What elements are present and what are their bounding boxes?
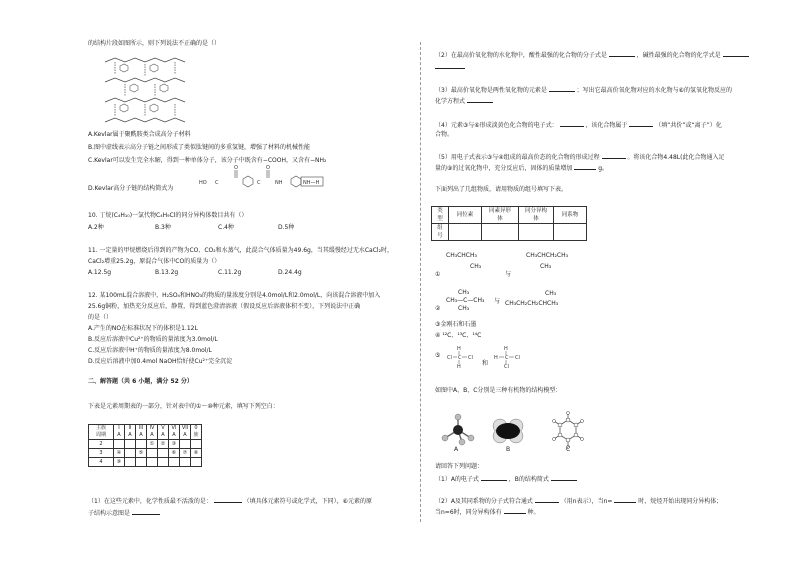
q13-part1-text-c: 子结构示意图是 bbox=[88, 510, 131, 517]
q13-part4-text-a: （4）元素③与⑥形成淡黄色化合物的电子式： bbox=[435, 122, 558, 129]
item-3: ③金刚石和石墨 bbox=[435, 321, 477, 328]
q9-option-b: B.图中虚线表示高分子链之间形成了类似肽键间的多重氢键，增强了材料的机械性能 bbox=[88, 144, 311, 151]
item-2-struct-a-bot: CH₃ bbox=[458, 305, 470, 312]
model-c-benzene-model bbox=[548, 410, 588, 450]
kevlar-repeat-unit-diagram bbox=[195, 165, 325, 189]
item-1-struct-a-branch: CH₃ bbox=[470, 263, 482, 270]
q15-part2-text-c: 时，烷烃开始出现同分异构体； bbox=[638, 498, 723, 505]
table-header-cell: VI A bbox=[169, 425, 180, 440]
table-header-cell: 同位素 bbox=[449, 207, 482, 224]
q10-option-b: B.3种 bbox=[155, 224, 171, 231]
svg-text:O: O bbox=[234, 165, 238, 171]
answer-blank[interactable] bbox=[574, 163, 596, 170]
svg-text:H: H bbox=[504, 346, 508, 352]
q13-part2-text-b: ，碱性最强的化合物的化学式是 bbox=[636, 52, 721, 59]
svg-text:C: C bbox=[458, 355, 462, 361]
q13-part3-text-a: （3）最高价氧化物是两性氧化物的元素是 bbox=[435, 87, 547, 94]
q13-part1-text-a: （1）在这些元素中，化学性质最不活泼的是： bbox=[88, 498, 212, 505]
answer-blank[interactable] bbox=[549, 85, 575, 92]
table-header-cell: IV A bbox=[147, 425, 158, 440]
answer-blank[interactable] bbox=[467, 96, 493, 103]
table-cell: ⑤ bbox=[136, 449, 147, 458]
table-cell: ⑥ bbox=[169, 449, 180, 458]
table-cell: ⑦ bbox=[180, 449, 191, 458]
item-1-struct-a: CH₃CHCH₃ bbox=[446, 252, 477, 259]
q14-intro: 下面列出了几组物质，请用物质的组号填写下表。 bbox=[435, 186, 568, 193]
svg-text:Cl: Cl bbox=[447, 355, 452, 361]
q11-option-a: A.12.5g bbox=[88, 269, 112, 276]
table-cell: ② bbox=[158, 440, 169, 449]
q13-part5-line2 bbox=[435, 163, 608, 173]
table-row bbox=[89, 449, 202, 458]
item-1-struct-b: CH₃CHCH₂CH₃ bbox=[526, 252, 569, 259]
item-2-struct-a-mid: CH₃—C—CH₃ bbox=[446, 297, 485, 304]
dichloromethane-structure-b bbox=[494, 345, 522, 369]
q15-ask: 请回答下列问题： bbox=[435, 463, 484, 470]
kevlar-structure-diagram bbox=[100, 52, 200, 128]
answer-blank[interactable] bbox=[723, 50, 749, 57]
table-cell: 4 bbox=[89, 458, 114, 467]
q13-part3-text-c: 化学方程式 bbox=[435, 98, 466, 105]
and-label: 和 bbox=[482, 360, 489, 367]
q13-part1-line1 bbox=[88, 496, 372, 506]
q11-option-d: D.24.4g bbox=[278, 269, 302, 276]
table-header-cell: 同分异构 体 bbox=[519, 207, 554, 224]
q13-part5-text-d: g。 bbox=[598, 165, 609, 172]
q13-part5-line1 bbox=[435, 152, 724, 162]
item-2-struct-a-top: CH₃ bbox=[458, 289, 470, 296]
table-cell bbox=[158, 449, 169, 458]
table-header-cell: 同系物 bbox=[554, 207, 587, 224]
q13-part1-text-b: （填具体元素符号或化学式，下同），⑥元素的原 bbox=[243, 498, 373, 505]
q9-option-a: A.Kevlar属于聚酰胺类合成高分子材料 bbox=[88, 131, 191, 138]
svg-text:H: H bbox=[457, 346, 461, 352]
q15-part2-line2 bbox=[435, 507, 540, 517]
q9-intro: 的结构片段如图所示，则下列说法不正确的是（） bbox=[88, 40, 221, 47]
q13-part3-line2 bbox=[435, 96, 493, 106]
table-cell bbox=[136, 440, 147, 449]
table-cell bbox=[191, 440, 202, 449]
answer-blank[interactable] bbox=[504, 507, 526, 514]
q15-part1-text-a: （1）A的电子式 bbox=[435, 476, 479, 483]
q15-intro: 如图中A、B、C分别是三种有机物的结构模型： bbox=[435, 387, 562, 394]
q12-option-a: A.产生的NO在标准状况下的体积是1.12L bbox=[88, 325, 198, 332]
table-cell: 3 bbox=[89, 449, 114, 458]
q12-stem-3: 的是（） bbox=[88, 314, 113, 321]
model-b-label: B bbox=[506, 446, 511, 453]
q15-part2-text-d: 当n=6时，同分异构体有 bbox=[435, 509, 502, 516]
q11-stem-1: 11. 一定量的甲烷燃烧后得到的产物为CO、CO₂和水蒸气，此混合气体质量为49.6g，当其缓慢经过无水CaCl₂时， bbox=[88, 247, 393, 254]
q11-option-c: C.11.2g bbox=[218, 269, 242, 276]
svg-text:Cl: Cl bbox=[504, 364, 509, 370]
table-cell: ④ bbox=[114, 449, 125, 458]
q10-stem: 10. 丁烷(C₄H₁₀)一氯代物C₄H₉Cl的同分异构体数目共有（） bbox=[88, 212, 248, 219]
svg-text:Cl: Cl bbox=[468, 355, 473, 361]
q9-option-c: C.Kevlar可以发生完全水解，得到一种单体分子，该分子中既含有−COOH，又含有−NH₂ bbox=[88, 157, 327, 164]
answer-blank[interactable] bbox=[535, 496, 559, 503]
table-row bbox=[432, 224, 587, 241]
answer-blank[interactable] bbox=[132, 508, 160, 515]
table-cell: ① bbox=[147, 440, 158, 449]
q15-part2-text-a: （2）A及其同系物的分子式符合通式 bbox=[435, 498, 533, 505]
item-1-struct-b-branch: CH₃ bbox=[540, 263, 552, 270]
item-2-struct-b-top: CH₃ bbox=[545, 290, 557, 297]
table-cell bbox=[191, 458, 202, 467]
svg-text:Cl: Cl bbox=[515, 355, 520, 361]
item-4-number: ④ bbox=[435, 332, 441, 339]
q15-part2-text-e: 种。 bbox=[527, 509, 540, 516]
q13-intro: 下表是元素周期表的一部分，针对表中的①～⑩种元素，填写下列空白： bbox=[88, 403, 279, 410]
answer-cell[interactable] bbox=[449, 224, 482, 241]
svg-text:NH: NH bbox=[275, 180, 283, 186]
item-4-isotopes: ¹²C、¹³C、¹⁴C bbox=[442, 332, 482, 339]
q12-option-d: D.反应后溶液中加0.4mol NaOH恰好使Cu²⁺完全沉淀 bbox=[88, 358, 233, 365]
q15-part1 bbox=[435, 474, 577, 484]
item-1-number: ① bbox=[435, 271, 441, 278]
table-cell: ③ bbox=[169, 440, 180, 449]
table-cell bbox=[147, 458, 158, 467]
q10-option-c: C.4种 bbox=[218, 224, 234, 231]
and-label: 与 bbox=[505, 271, 512, 278]
svg-text:NH—H: NH—H bbox=[303, 180, 320, 186]
table-cell: ⑧ bbox=[191, 449, 202, 458]
q13-part5-text-a: （5）用电子式表示③与④组成的最高价态的化合物的形成过程 bbox=[435, 154, 600, 161]
table-header-cell: 主族 周期 bbox=[89, 425, 114, 440]
svg-text:O: O bbox=[266, 165, 270, 171]
answer-blank[interactable] bbox=[602, 152, 626, 159]
model-a-label: A bbox=[454, 446, 459, 453]
table-cell bbox=[136, 458, 147, 467]
table-cell bbox=[114, 440, 125, 449]
table-cell bbox=[125, 458, 136, 467]
answer-blank[interactable] bbox=[614, 496, 636, 503]
row-label: 组 号 bbox=[432, 224, 449, 241]
q11-option-b: B.13.2g bbox=[155, 269, 179, 276]
table-cell: ⑨ bbox=[114, 458, 125, 467]
q15-part2-line1 bbox=[435, 496, 722, 506]
periodic-table-header bbox=[89, 425, 202, 440]
q9-option-d: D.Kevlar高分子链的结构简式为 bbox=[88, 185, 174, 192]
q15-part1-text-b: ，B的结构简式 bbox=[508, 476, 549, 483]
svg-text:HO: HO bbox=[199, 180, 207, 186]
q12-option-c: C.反应后溶液中H⁺的物质的量浓度为8.0mol/L bbox=[88, 347, 212, 354]
q10-option-d: D.5种 bbox=[278, 224, 295, 231]
model-c-label: C bbox=[566, 446, 571, 453]
table-header-cell: VII A bbox=[180, 425, 191, 440]
svg-text:H: H bbox=[457, 364, 461, 370]
q11-stem-2: CaCl₂增重25.2g，原混合气体中CO的质量为（） bbox=[88, 258, 221, 265]
table-header-cell: III A bbox=[136, 425, 147, 440]
table-header-cell: 类 型 bbox=[432, 207, 449, 224]
q13-part3-text-b: ；写出它最高价氧化物对应的水化物与⑥的氢氧化物反应的 bbox=[576, 87, 733, 94]
answer-blank[interactable] bbox=[551, 474, 577, 481]
table-header-cell: II A bbox=[125, 425, 136, 440]
table-cell bbox=[169, 458, 180, 467]
item-5-number: ⑤ bbox=[435, 352, 441, 359]
column-divider bbox=[420, 42, 421, 522]
dichloromethane-structure-a bbox=[447, 345, 475, 369]
q13-part2-line2 bbox=[435, 62, 465, 72]
table-cell bbox=[147, 449, 158, 458]
table-header-cell: 0 族 bbox=[191, 425, 202, 440]
q15-part2-text-b: （用n表示），当n= bbox=[560, 498, 613, 505]
answer-cell[interactable] bbox=[519, 224, 554, 241]
item-2-struct-b: CH₃CH₂CH₂CHCH₃ bbox=[505, 300, 559, 307]
svg-text:C: C bbox=[215, 180, 219, 186]
svg-text:H: H bbox=[494, 355, 498, 361]
q13-part4-text-c: （填“共价”或“离子”）化 bbox=[655, 122, 722, 129]
q10-option-a: A.2种 bbox=[88, 224, 104, 231]
answer-blank[interactable] bbox=[609, 50, 635, 57]
item-4 bbox=[435, 332, 481, 340]
q13-part2-text-a: （2）在最高价氧化物的水化物中，酸性最强的化合物的分子式是 bbox=[435, 52, 607, 59]
table-cell bbox=[125, 440, 136, 449]
q13-part4-text-b: ，该化合物属于 bbox=[585, 122, 628, 129]
classification-header bbox=[432, 207, 587, 224]
q13-part5-text-b: 。将该化合物4.48L(此化合物通入足 bbox=[627, 154, 725, 161]
answer-cell[interactable] bbox=[482, 224, 519, 241]
classification-table bbox=[431, 206, 587, 241]
answer-blank[interactable] bbox=[214, 496, 242, 503]
q13-part1-line2 bbox=[88, 508, 160, 518]
q13-part2-line1 bbox=[435, 50, 749, 60]
table-header-cell: 同素异形 体 bbox=[482, 207, 519, 224]
svg-text:C: C bbox=[257, 180, 261, 186]
and-label: 与 bbox=[494, 298, 501, 305]
table-cell: 2 bbox=[89, 440, 114, 449]
svg-text:C: C bbox=[505, 355, 509, 361]
item-2-number: ② bbox=[435, 305, 441, 312]
q13-part3-line1 bbox=[435, 85, 732, 95]
table-row bbox=[89, 440, 202, 449]
answer-blank[interactable] bbox=[435, 62, 465, 69]
table-cell bbox=[180, 458, 191, 467]
model-b-space-filling bbox=[488, 414, 528, 446]
periodic-table-fragment bbox=[88, 424, 202, 467]
table-header-cell: V A bbox=[158, 425, 169, 440]
answer-blank[interactable] bbox=[560, 120, 584, 127]
answer-blank[interactable] bbox=[481, 474, 507, 481]
section-2-heading: 二、解答题（共 6 小题，满分 52 分） bbox=[88, 378, 193, 385]
q13-part4-line2: 合物。 bbox=[435, 131, 454, 138]
model-a-ball-and-stick bbox=[438, 412, 478, 448]
table-row bbox=[89, 458, 202, 467]
answer-blank[interactable] bbox=[629, 120, 653, 127]
answer-cell[interactable] bbox=[554, 224, 587, 241]
q12-stem-1: 12. 某100mL混合溶液中，H₂SO₄和HNO₃的物质的量浓度分别是4.0mol/L和2.0mol/L，向该混合溶液中加入 bbox=[88, 292, 381, 299]
q13-part5-text-c: 量的⑨的过氧化物中，充分反应后，固体的质量增加 bbox=[435, 165, 573, 172]
table-cell bbox=[125, 449, 136, 458]
table-header-cell: I A bbox=[114, 425, 125, 440]
table-cell bbox=[158, 458, 169, 467]
q12-option-b: B.反应后溶液中Cu²⁺的物质的量浓度为3.0mol/L bbox=[88, 336, 218, 343]
q12-stem-2: 25.6g铜粉，加热充分反应后，静置，得到蓝色澄清溶液（假设反应后溶液体积不变），下列说法中正确 bbox=[88, 303, 361, 310]
table-cell bbox=[180, 440, 191, 449]
q13-part4-line1 bbox=[435, 120, 722, 130]
